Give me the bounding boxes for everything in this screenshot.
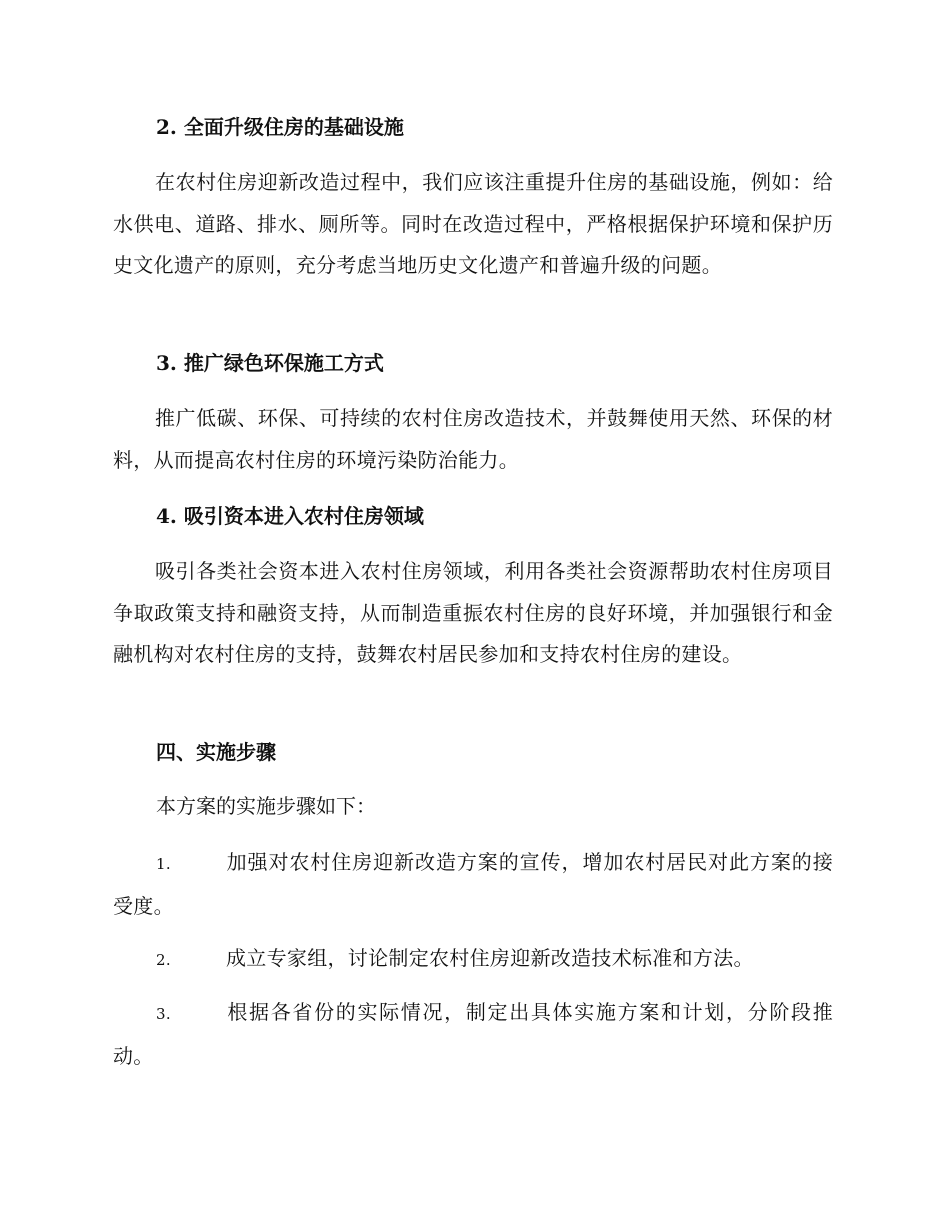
implementation-step: [113, 992, 833, 1077]
section-body-infrastructure: 在农村住房迎新改造过程中，我们应该注重提升住房的基础设施，例如：给水供电、道路、排水、厕所等。同时在改造过程中，严格根据保护环境和保护历史文化遗产的原则，充分考虑当地历史文化遗产和普遍升级的问题。: [113, 170, 833, 277]
implementation-step: [113, 842, 833, 927]
section-body-green-construction: 推广低碳、环保、可持续的农村住房改造技术，并鼓舞使用天然、环保的材料，从而提高农村住房的环境污染防治能力。: [113, 406, 833, 472]
section-heading-infrastructure: 2. 全面升级住房的基础设施: [156, 115, 404, 139]
step-number: 2.: [156, 951, 171, 969]
step-text: 根据各省份的实际情况，制定出具体实施方案和计划，分阶段推动。: [113, 1000, 833, 1068]
step-number: 1.: [156, 855, 171, 873]
section-heading-attract-capital: 4. 吸引资本进入农村住房领域: [156, 504, 424, 528]
step-number: 3.: [156, 1005, 171, 1023]
implementation-intro: 本方案的实施步骤如下：: [156, 794, 376, 818]
chapter-heading-implementation: 四、实施步骤: [156, 740, 276, 764]
section-heading-green-construction: 3. 推广绿色环保施工方式: [156, 351, 384, 375]
step-text: 加强对农村住房迎新改造方案的宣传，增加农村居民对此方案的接受度。: [113, 850, 833, 918]
implementation-step: [113, 938, 833, 982]
step-text: 成立专家组，讨论制定农村住房迎新改造技术标准和方法。: [226, 946, 754, 970]
section-body-attract-capital: 吸引各类社会资本进入农村住房领域，利用各类社会资源帮助农村住房项目争取政策支持和融资支持，从而制造重振农村住房的良好环境，并加强银行和金融机构对农村住房的支持，鼓舞农村居民参加和支持农村住房的建设。: [113, 559, 833, 666]
